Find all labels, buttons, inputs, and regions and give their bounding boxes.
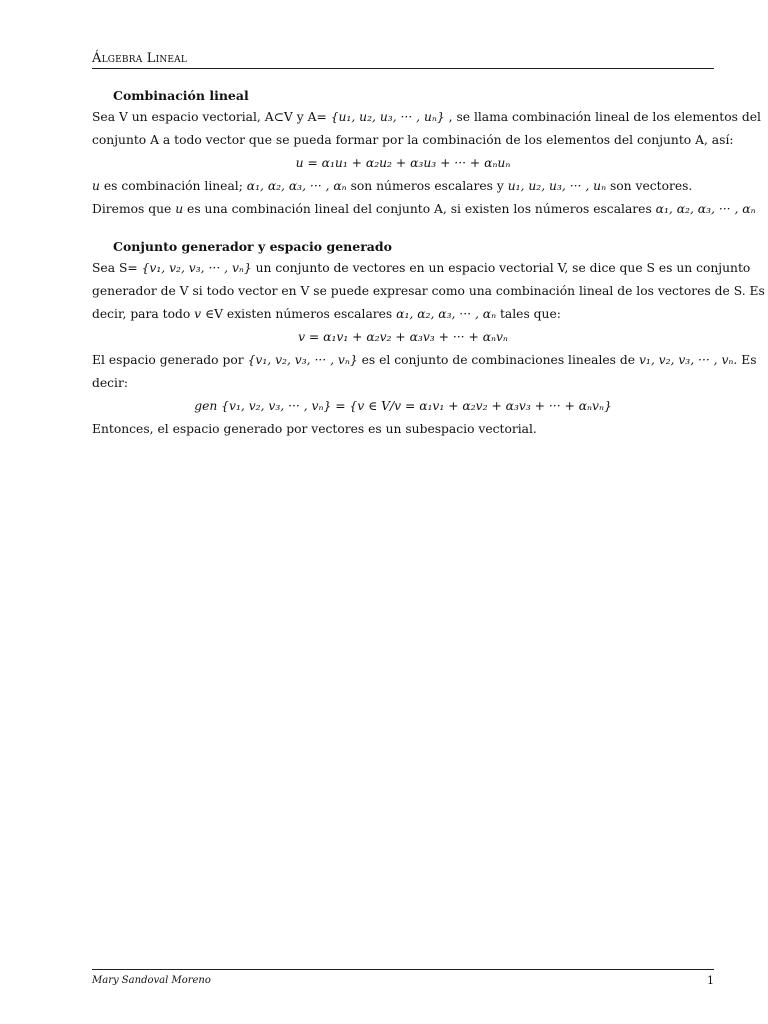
paragraph-line <box>92 257 751 280</box>
math-alphas: α₁, α₂, α₃, ··· , αₙ <box>246 179 347 193</box>
text: tales que: <box>496 307 561 321</box>
text: Sea S= <box>92 261 138 275</box>
paragraph-line: generador de V si todo vector en V se puede expresar como una combinación lineal de los vectores de S. Es <box>92 284 765 298</box>
equation: gen {v₁, v₂, v₃, ··· , vₙ} = {v ∈ V/v = α₁v₁ + α₂v₂ + α₃v₃ + ··· + αₙvₙ} <box>194 399 612 413</box>
text: es el conjunto de combinaciones lineales de <box>361 353 636 367</box>
section-title: Combinación lineal <box>113 88 249 103</box>
page-number: 1 <box>707 974 714 987</box>
math-set-v: {v₁, v₂, v₃, ··· , vₙ} <box>247 353 358 367</box>
paragraph-line: Entonces, el espacio generado por vectores es un subespacio vectorial. <box>92 422 537 436</box>
text: es combinación lineal; <box>99 179 247 193</box>
text: Diremos que <box>92 202 176 216</box>
paragraph-line: decir: <box>92 376 128 390</box>
math-var: u <box>92 179 100 193</box>
footer-author: Mary Sandoval Moreno <box>92 975 211 986</box>
text: Sea V un espacio vectorial, A⊂V y A= <box>92 110 327 124</box>
text: , se llama combinación lineal de los elementos del <box>448 110 761 124</box>
section-combinacion-lineal <box>92 86 761 221</box>
paragraph-line <box>92 198 756 221</box>
math-alphas: α₁, α₂, α₃, ··· , αₙ <box>655 202 756 216</box>
math-vs: v₁, v₂, v₃, ··· , vₙ. <box>638 353 738 367</box>
equation: v = α₁v₁ + α₂v₂ + α₃v₃ + ··· + αₙvₙ <box>298 330 508 344</box>
math-set-u: {u₁, u₂, u₃, ··· , uₙ} <box>330 110 445 124</box>
text: son números escalares y <box>346 179 508 193</box>
section-title: Conjunto generador y espacio generado <box>113 239 392 254</box>
running-header: Álgebra Lineal <box>92 51 188 66</box>
paragraph-line: conjunto A a todo vector que se pueda formar por la combinación de los elementos del conjunto A, así: <box>92 133 734 147</box>
text: Es <box>741 353 757 367</box>
document-page <box>92 0 765 1024</box>
paragraph-line <box>92 106 761 129</box>
paragraph-line <box>92 303 714 326</box>
math-set-v: {v₁, v₂, v₃, ··· , vₙ} <box>141 261 252 275</box>
text: ∈V existen números escalares <box>201 307 397 321</box>
footer-rule <box>92 969 714 970</box>
section-conjunto-generador <box>92 237 765 441</box>
math-var: v <box>194 307 202 321</box>
text: son vectores. <box>606 179 693 193</box>
math-us: u₁, u₂, u₃, ··· , uₙ <box>507 179 607 193</box>
math-var: u <box>175 202 184 216</box>
math-alphas: α₁, α₂, α₃, ··· , αₙ <box>396 307 497 321</box>
text: un conjunto de vectores en un espacio vectorial V, se dice que S es un conjunto <box>255 261 751 275</box>
text: El espacio generado por <box>92 353 244 367</box>
paragraph-line <box>92 349 757 372</box>
header-rule <box>92 68 714 69</box>
text: decir, para todo <box>92 307 195 321</box>
equation: u = α₁u₁ + α₂u₂ + α₃u₃ + ··· + αₙuₙ <box>295 156 511 170</box>
text: es una combinación lineal del conjunto A, si existen los números escalares <box>183 202 656 216</box>
paragraph-line <box>92 175 714 198</box>
